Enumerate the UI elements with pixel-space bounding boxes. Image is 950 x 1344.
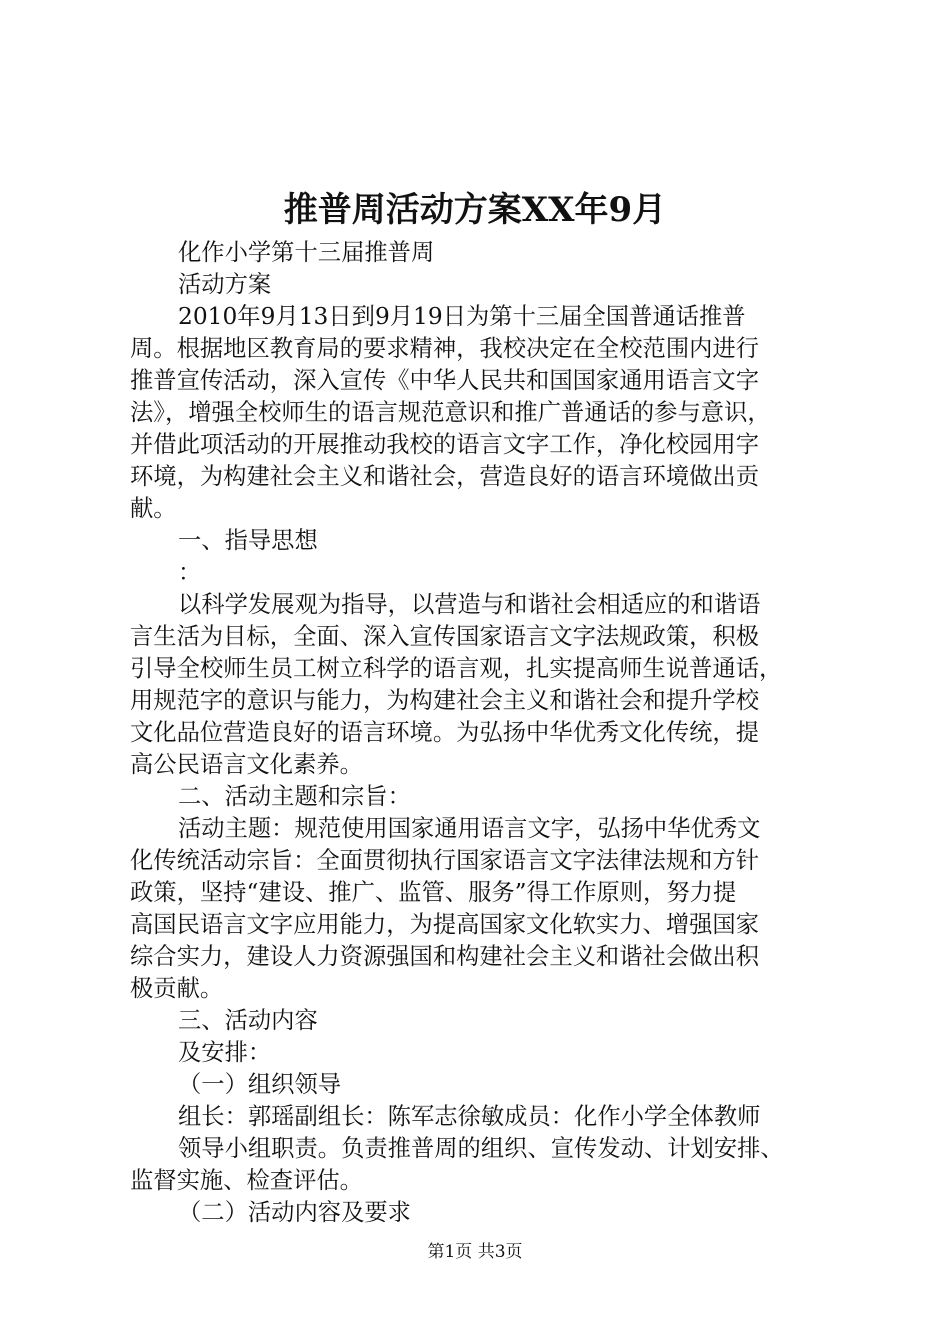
section-heading: 三、活动内容	[178, 1007, 318, 1034]
section-heading: 一、指导思想	[178, 527, 318, 554]
text-line: 化传统活动宗旨：全面贯彻执行国家语言文字法律法规和方针	[130, 847, 760, 874]
text-line: 推普宣传活动，深入宣传《中华人民共和国国家通用语言文字	[130, 367, 760, 394]
text-line: 用规范字的意识与能力，为构建社会主义和谐社会和提升学校	[130, 687, 760, 714]
text-line: 并借此项活动的开展推动我校的语言文字工作，净化校园用字	[130, 431, 760, 458]
text-line: 化作小学第十三届推普周	[178, 239, 435, 266]
text-line: 活动方案	[178, 271, 272, 298]
text-line: 活动主题：规范使用国家通用语言文字，弘扬中华优秀文	[178, 815, 761, 842]
text-line: 言生活为目标，全面、深入宣传国家语言文字法规政策，积极	[130, 623, 760, 650]
subsection-heading: （一）组织领导	[178, 1071, 342, 1098]
text-line: 以科学发展观为指导，以营造与和谐社会相适应的和谐语	[178, 591, 761, 618]
text-line: 文化品位营造良好的语言环境。为弘扬中华优秀文化传统，提	[130, 719, 760, 746]
text-line: 监督实施、检查评估。	[130, 1167, 363, 1194]
text-line: 周。根据地区教育局的要求精神，我校决定在全校范围内进行	[130, 335, 760, 362]
text-line: 政策，坚持“建设、推广、监管、服务”得工作原则，努力提	[130, 879, 737, 906]
text-line: 献。	[130, 495, 177, 522]
text-line: ：	[178, 559, 202, 586]
text-line: 2010年9月13日到9月19日为第十三届全国普通话推普	[178, 303, 746, 330]
text-line: 极贡献。	[130, 975, 224, 1002]
text-line: 组长：郭瑶副组长：陈军志徐敏成员：化作小学全体教师	[178, 1103, 761, 1130]
text-line: 及安排：	[178, 1039, 272, 1066]
text-line: 高公民语言文化素养。	[130, 751, 363, 778]
text-line: 高国民语言文字应用能力，为提高国家文化软实力、增强国家	[130, 911, 760, 938]
text-line: 领导小组职责。负责推普周的组织、宣传发动、计划安排、	[178, 1135, 784, 1162]
section-heading: 二、活动主题和宗旨：	[178, 783, 411, 810]
text-line: 环境，为构建社会主义和谐社会，营造良好的语言环境做出贡	[130, 463, 760, 490]
subsection-heading: （二）活动内容及要求	[178, 1199, 411, 1226]
text-line: 法》，增强全校师生的语言规范意识和推广普通话的参与意识，	[130, 399, 771, 426]
text-line: 综合实力，建设人力资源强国和构建社会主义和谐社会做出积	[130, 943, 760, 970]
document-title: 推普周活动方案XX年9月	[283, 190, 667, 230]
page-footer: 第1页 共3页	[427, 1242, 523, 1262]
text-line: 引导全校师生员工树立科学的语言观，扎实提高师生说普通话，	[130, 655, 783, 682]
